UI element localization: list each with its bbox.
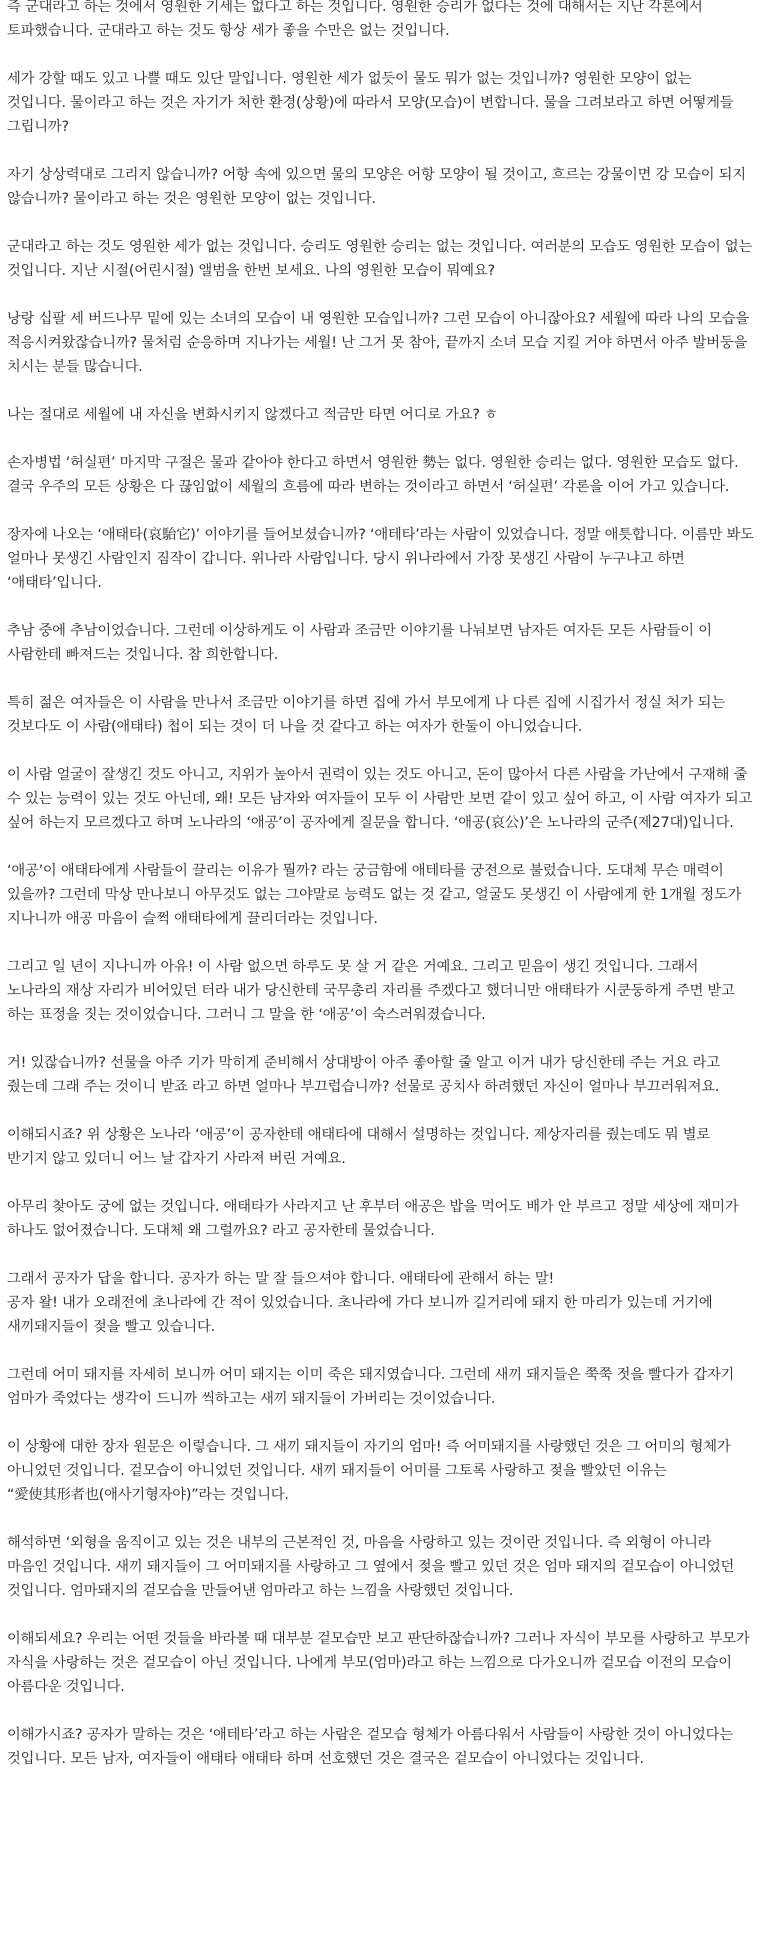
paragraph: 그리고 일 년이 지나니까 아유! 이 사람 없으면 하루도 못 살 거 같은 거예요. 그리고 믿음이 생긴 것입니다. 그래서 노나라의 재상 자리가 비어있던 터라 내가 당신한테 국무총리 자리를 주겠다고 했더니만 애태타가 시쿤둥하게 주면 받고 하는 표정을 짓는 것이었습니다. 그러니 그 말을 한 ‘애공’이 숙스러워졌습니다. — [7, 959, 735, 1023]
paragraph: 그런데 어미 돼지를 자세히 보니까 어미 돼지는 이미 죽은 돼지였습니다. 그런데 새끼 돼지들은 쭉쭉 젓을 빨다가 갑자기 엄마가 죽었다는 생각이 드니까 씩하고는 새끼 돼지들이 가버리는 것이었습니다. — [7, 1367, 735, 1407]
paragraph: 이해되시죠? 위 상황은 노나라 ‘애공’이 공자한테 애태타에 대해서 설명하는 것입니다. 제상자리를 줬는데도 뭐 별로 반기지 않고 있더니 어느 날 갑자기 사라져 버린 거예요. — [7, 1127, 710, 1167]
paragraph: 즉 군대라고 하는 것에서 영원한 기세는 없다고 하는 것입니다. 영원한 승리가 없다는 것에 대해서는 지난 각론에서 토파했습니다. 군대라고 하는 것도 항상 세가 좋을 수만은 없는 것입니다. — [7, 0, 703, 39]
paragraph: 이해되세요? 우리는 어떤 것들을 바라볼 때 대부분 겉모습만 보고 판단하잖습니까? 그러나 자식이 부모를 사랑하고 부모가 자식을 사랑하는 것은 겉모습이 아닌 것입니다. 나에게 부모(엄마)라고 하는 느낌으로 다가오니까 겉모습 이전의 모습이 아름다운 것입니다. — [7, 1631, 750, 1695]
paragraph: 이 사람 얼굴이 잘생긴 것도 아니고, 지위가 높아서 권력이 있는 것도 아니고, 돈이 많아서 다른 사람을 가난에서 구재해 줄 수 있는 능력이 있는 것도 아닌데, 왜! 모든 남자와 여자들이 모두 이 사람만 보면 같이 있고 싶어 하고, 이 사람 여자가 되고 싶어 하는지 모르겠다고 하며 노나라의 ‘애공’이 공자에게 질문을 합니다. ‘애공(哀公)’은 노나라의 군주(제27대)입니다. — [7, 767, 753, 831]
paragraph: 자기 상상력대로 그리지 않습니까? 어항 속에 있으면 물의 모양은 어항 모양이 될 것이고, 흐르는 강물이면 강 모습이 되지 않습니까? 물이라고 하는 것은 영원한 모양이 없는 것입니다. — [7, 167, 746, 207]
paragraph: 세가 강할 때도 있고 나쁠 때도 있단 말입니다. 영원한 세가 없듯이 물도 뭐가 없는 것입니까? 영원한 모양이 없는 것입니다. 물이라고 하는 것은 자기가 처한 환경(상황)에 따라서 모양(모습)이 변합니다. 물을 그려보라고 하면 어떻게들 그립니까? — [7, 71, 734, 135]
paragraph: 군대라고 하는 것도 영원한 세가 없는 것입니다. 승리도 영원한 승리는 없는 것입니다. 여러분의 모습도 영원한 모습이 없는 것입니다. 지난 시절(어린시절) 앨범을 한번 보세요. 나의 영원한 모습이 뭐예요? — [7, 239, 753, 279]
paragraph: 이해가시죠? 공자가 말하는 것은 ‘애테타’라고 하는 사람은 겉모습 형체가 아름다워서 사람들이 사랑한 것이 아니었다는 것입니다. 모든 남자, 여자들이 애태타 애태타 하며 선호했던 것은 결국은 겉모습이 아니었다는 것입니다. — [7, 1727, 733, 1767]
paragraph: 이 상황에 대한 장자 원문은 이렇습니다. 그 새끼 돼지들이 자기의 엄마! 즉 어미돼지를 사랑했던 것은 그 어미의 형체가 아니었던 것입니다. 겉모습이 아니었던 것입니다. 새끼 돼지들이 어미를 그토록 사랑하고 젖을 빨았던 이유는 “愛使其形者也(애사기형자야)”라는 것입니다. — [7, 1439, 731, 1503]
paragraph: 해석하면 ‘외형을 움직이고 있는 것은 내부의 근본적인 것, 마음을 사랑하고 있는 것이란 것입니다. 즉 외형이 아니라 마음인 것입니다. 새끼 돼지들이 그 어미돼지를 사랑하고 그 옆에서 젖을 빨고 있던 것은 엄마 돼지의 겉모습이 아니었던 것입니다. 엄마돼지의 겉모습을 만들어낸 엄마라고 하는 느낌을 사랑했던 것입니다. — [7, 1535, 735, 1599]
paragraph: 장자에 나오는 ‘애태타(哀駘它)’ 이야기를 들어보셨습니까? ‘애테타’라는 사람이 있었습니다. 정말 애틋합니다. 이름만 봐도 얼마나 못생긴 사람인지 짐작이 갑니다. 위나라 사람입니다. 당시 위나라에서 가장 못생긴 사람이 누구냐고 하면 ‘애태타’입니다. — [7, 527, 754, 591]
paragraph: 낭랑 십팔 세 버드나무 밑에 있는 소녀의 모습이 내 영원한 모습입니까? 그런 모습이 아니잖아요? 세월에 따라 나의 모습을 적응시켜왔잖습니까? 물처럼 순응하며 지나가는 세월! 난 그거 못 참아, 끝까지 소녀 모습 지킬 거야 하면서 아주 발버둥을 치시는 분들 많습니다. — [7, 311, 749, 375]
paragraph: 추남 중에 추남이었습니다. 그런데 이상하게도 이 사람과 조금만 이야기를 나눠보면 남자든 여자든 모든 사람들이 이 사람한테 빠져드는 것입니다. 참 희한합니다. — [7, 623, 712, 663]
paragraph: 거! 있잖습니까? 선물을 아주 기가 막히게 준비해서 상대방이 아주 좋아할 줄 알고 이거 내가 당신한테 주는 거요 라고 줬는데 그래 주는 것이니 받죠 라고 하면 얼마나 부끄럽습니까? 선물로 공치사 하려했던 자신이 얼마나 부끄러워져요. — [7, 1055, 720, 1095]
paragraph: 나는 절대로 세월에 내 자신을 변화시키지 않겠다고 적금만 타면 어디로 가요? ㅎ — [7, 407, 498, 423]
paragraph: 아무리 찾아도 궁에 없는 것입니다. 애태타가 사라지고 난 후부터 애공은 밥을 먹어도 배가 안 부르고 정말 세상에 재미가 하나도 없어졌습니다. 도대체 왜 그럴까요? 라고 공자한테 물었습니다. — [7, 1199, 739, 1239]
paragraph: 그래서 공자가 답을 합니다. 공자가 하는 말 잘 들으셔야 합니다. 애태타에 관해서 하는 말! 공자 왈! 내가 오래전에 초나라에 간 적이 있었습니다. 초나라에 가다 보니까 길거리에 돼지 한 마리가 있는데 거기에 새끼돼지들이 젖을 빨고 있습니다. — [7, 1271, 713, 1335]
paragraph: 손자병법 ‘허실편’ 마지막 구절은 물과 같아야 한다고 하면서 영원한 勢는 없다. 영원한 승리는 없다. 영원한 모습도 없다. 결국 우주의 모든 상황은 다 끊임없이 세월의 흐름에 따라 변하는 것이라고 하면서 ‘허실편’ 각론을 이어 가고 있습니다. — [7, 455, 739, 495]
paragraph: 특히 젊은 여자들은 이 사람을 만나서 조금만 이야기를 하면 집에 가서 부모에게 나 다른 집에 시집가서 정실 처가 되는 것보다도 이 사람(애태타) 첩이 되는 것이 더 나을 것 같다고 하는 여자가 한둘이 아니었습니다. — [7, 695, 725, 735]
paragraph: ‘애공’이 애태타에게 사람들이 끌리는 이유가 뭘까? 라는 궁금함에 애테타를 궁전으로 불렀습니다. 도대체 무슨 매력이 있을까? 그런데 막상 만나보니 아무것도 없는 그야말로 능력도 없는 것 같고, 얼굴도 못생긴 이 사람에게 한 1개월 정도가 지나니까 애공 마음이 슬쩍 애태타에게 끌리더라는 것입니다. — [7, 863, 742, 927]
